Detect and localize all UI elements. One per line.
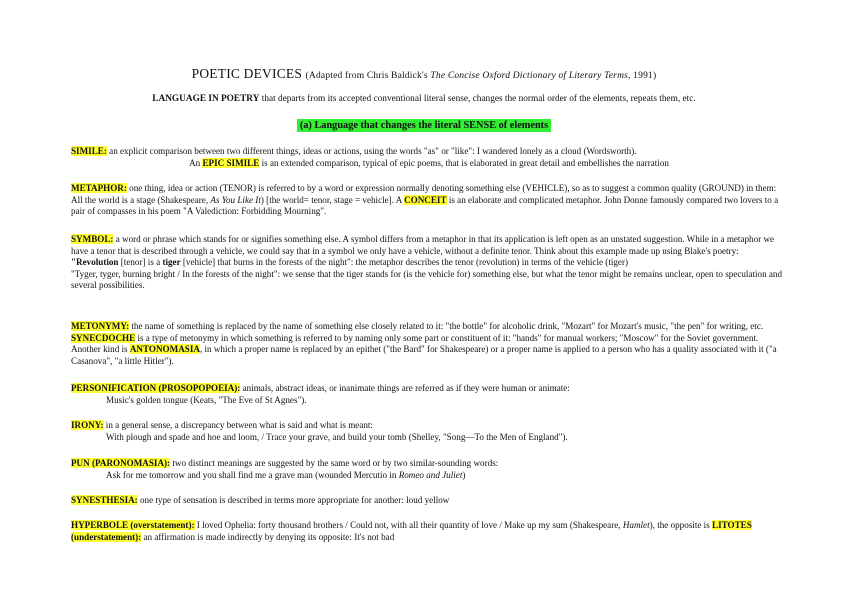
page-title (0, 66, 848, 82)
title-book: The Concise Oxford Dictionary of Literary Terms (430, 71, 629, 81)
term-pun: PUN (PARONOMASIA): (71, 458, 171, 468)
term-irony: IRONY: (71, 420, 104, 430)
title-main: POETIC DEVICES (191, 66, 303, 81)
entry-hyperbole: HYPERBOLE (overstatement): I loved Ophelia: forty thousand brothers / Could not, with all their quantity of love / Make up my sum (Shakespeare, Hamlet), the opposite is LITOTES (understatement): an affirmation is made indirectly by denying its opposite: It's not bad (71, 520, 752, 542)
term-personification: PERSONIFICATION (PROSOPOPOEIA): (71, 383, 241, 393)
entry-metaphor: METAPHOR: one thing, idea or action (TENOR) is referred to by a word or expression normally denoting something else (VEHICLE), so as to suggest a common quality (GROUND) in them: All the world is a stage (Shakespeare, As You Like It) [the world= tenor, stage = vehicle]. A CONCEIT is an elaborate and complicated metaphor. John Donne famously compared two lovers to a pair of compasses in his poem "A Valediction: Forbidding Mourning". (71, 183, 779, 216)
irony-example: With plough and spade and hoe and loom, / Trace your grave, and build your tomb (Shelley, "Song—To the Men of England"). (106, 431, 568, 442)
entry-irony: IRONY: in a general sense, a discrepancy between what is said and what is meant: With plough and spade and hoe and loom, / Trace your grave, and build your tomb (Shelley, "Song—To the Men of England"). (71, 420, 787, 443)
personification-example: Music's golden tongue (Keats, "The Eve of St Agnes"). (106, 394, 307, 405)
term-symbol: SYMBOL: (71, 234, 114, 244)
entry-simile: SIMILE: an explicit comparison between two different things, ideas or actions, using the words "as" or "like": I wandered lonely as a cloud (Wordsworth). An EPIC SIMILE is an extended comparison, typical of epic poems, that is elaborated in great detail and embellishes the narration (71, 146, 787, 169)
term-metaphor: METAPHOR: (71, 183, 127, 193)
entry-metonymy: METONYMY: the name of something is replaced by the name of something else closely related to it: "the bottle" for alcoholic drink, "Mozart" for Mozart's music, "the pen" for writing, etc. SYNECDOCHE is a type of metonymy in which something is referred to by naming only some part or constituent of it: "hands" for manual workers; "Moscow" for the Soviet government. Another kind is ANTONOMASIA, in which a proper name is replaced by an epithet ("the Bard" for Shakespeare) or a proper name is applied to a person who has a quality associated with it ("a Casanova", "a little Hitler"). (71, 321, 777, 366)
term-simile: SIMILE: (71, 146, 107, 156)
entry-synesthesia: SYNESTHESIA: one type of sensation is described in terms more appropriate for another: loud yellow (71, 495, 450, 505)
term-epic-simile: EPIC SIMILE (202, 157, 260, 168)
symbol-example-2: "Tyger, tyger, burning bright / In the forests of the night": we sense that the tiger stands for (is the vehicle for) something else, but what the tenor might be remains unclear, open to speculation and several possibilities. (71, 268, 783, 290)
entry-personification: PERSONIFICATION (PROSOPOPOEIA): animals, abstract ideas, or inanimate things are referred as if they were human or animate: Music's golden tongue (Keats, "The Eve of St Agnes"). (71, 383, 787, 406)
term-synesthesia: SYNESTHESIA: (71, 495, 138, 505)
title-source: (Adapted from Chris Baldick's The Concise Oxford Dictionary of Literary Terms, 1991) (305, 71, 657, 81)
pun-example: Ask for me tomorrow and you shall find me a grave man (wounded Mercutio in Romeo and Juliet) (106, 469, 466, 480)
section-a-heading: (a) Language that changes the literal SENSE of elements (0, 120, 848, 131)
entry-pun: PUN (PARONOMASIA): two distinct meanings are suggested by the same word or by two similar-sounding words: Ask for me tomorrow and you shall find me a grave man (wounded Mercutio in Romeo and Juliet) (71, 458, 787, 481)
term-metonymy: METONYMY: (71, 321, 130, 331)
term-antonomasia: ANTONOMASIA (129, 344, 200, 354)
term-litotes: LITOTES (understatement): (71, 520, 752, 542)
entry-symbol: SYMBOL: a word or phrase which stands for or signifies something else. A symbol differs from a metaphor in that its application is left open as an unstated suggestion. While in a metaphor we have a tenor that is described through a vehicle, we could say that in a symbol we only have a vehicle, without a definite tenor. Think about this example made up using Blake's poetry: "Revolution [tenor] is a tiger [vehicle] that burns in the forests of the night": the metaphor describes the tenor (revolution) in terms of the vehicle (tiger) "Tyger, tyger, burning bright / In the forests of the night": we sense that the tiger stands for (is the vehicle for) something else, but what the tenor might be remains unclear, open to speculation and several possibilities. (71, 234, 783, 290)
symbol-example-1: "Revolution [tenor] is a tiger [vehicle] that burns in the forests of the night": the metaphor describes the tenor (revolution) in terms of the vehicle (tiger) (71, 257, 629, 267)
term-conceit: CONCEIT (404, 194, 447, 205)
term-hyperbole: HYPERBOLE (overstatement): (71, 520, 195, 530)
term-synecdoche: SYNECDOCHE (71, 332, 136, 343)
epic-simile-line: An EPIC SIMILE is an extended comparison, typical of epic poems, that is elaborated in great detail and embellishes the narration (189, 157, 669, 168)
intro-line: LANGUAGE IN POETRY that departs from its accepted conventional literal sense, changes the normal order of the elements, repeats them, etc. (152, 94, 696, 104)
